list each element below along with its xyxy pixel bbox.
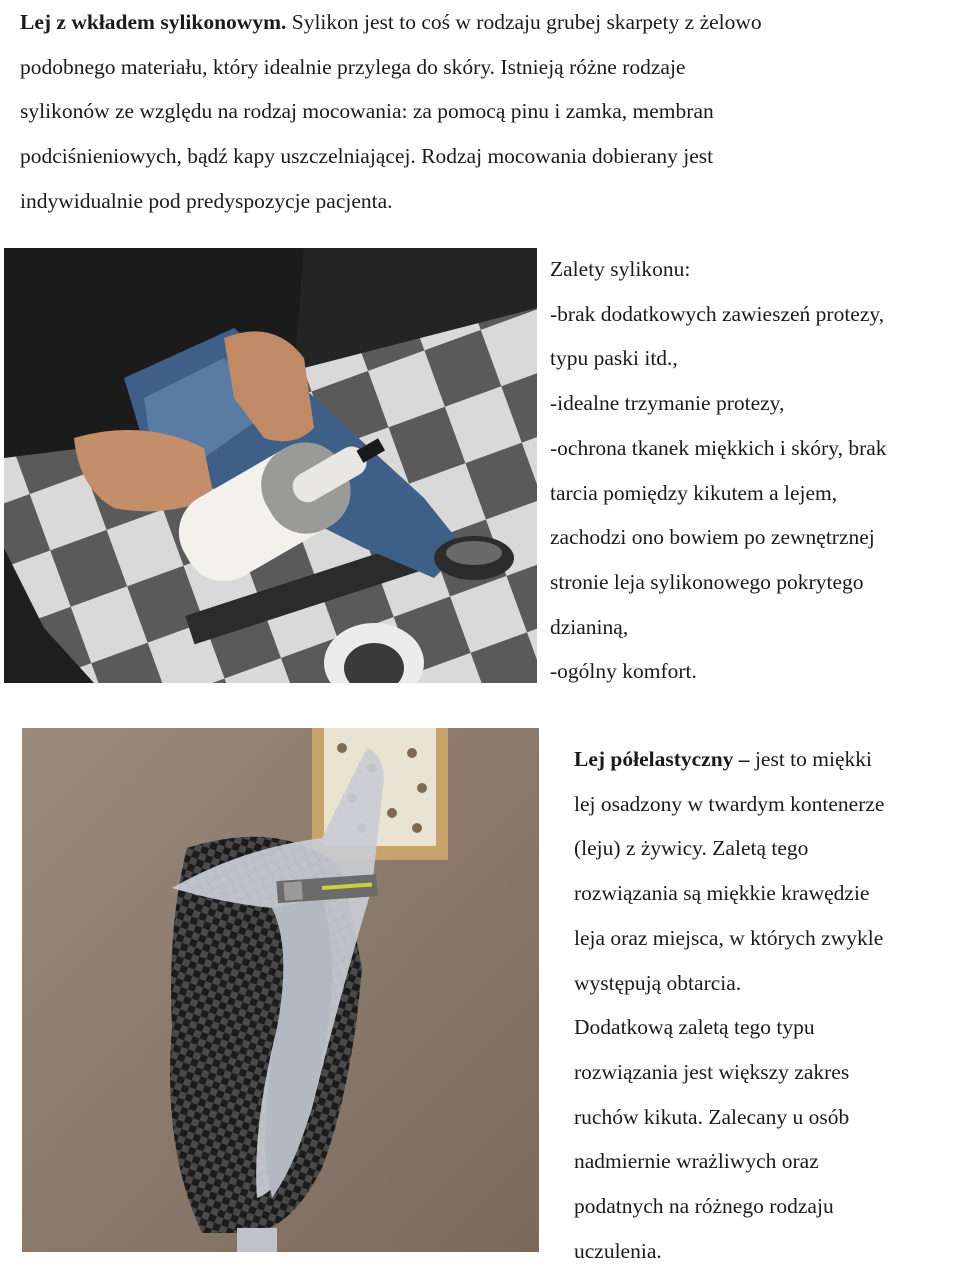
advantage-line: zachodzi ono bowiem po zewnętrznej [550,525,875,550]
advantage-line: typu paski itd., [550,346,678,371]
description-line: podatnych na różnego rodzaju [574,1194,834,1219]
description-line: rozwiązania jest większy zakres [574,1059,850,1084]
description-line: uczulenia. [574,1238,662,1263]
silicone-liner-illustration [4,248,537,683]
advantage-line: -ogólny komfort. [550,659,697,684]
semi-elastic-description [574,737,960,1273]
advantage-line: stronie leja sylikonowego pokrytego [550,569,864,594]
advantage-line: tarcia pomiędzy kikutem a lejem, [550,480,838,505]
advantage-line: -brak dodatkowych zawieszeń protezy, [550,301,885,326]
semi-elastic-line-1: Lej półelastyczny – jest to miękki [574,747,872,771]
silicone-advantages [550,247,960,694]
semi-elastic-socket-illustration [22,728,539,1252]
advantage-line: -ochrona tkanek miękkich i skóry, brak [550,435,887,460]
intro-paragraph [20,0,945,224]
intro-line-5: indywidualnie pod predyspozycje pacjenta. [20,188,393,213]
description-line: leja oraz miejsca, w których zwykle [574,925,884,950]
description-line: występują obtarcia. [574,970,742,995]
advantage-line: -idealne trzymanie protezy, [550,391,785,416]
semi-elastic-heading: Lej półelastyczny – [574,747,750,771]
description-line: ruchów kikuta. Zalecany u osób [574,1104,850,1129]
advantages-title: Zalety sylikonu: [550,257,691,281]
intro-line-1: Lej z wkładem sylikonowym. Sylikon jest to coś w rodzaju grubej skarpety z żelowo [20,10,762,34]
description-line: rozwiązania są miękkie krawędzie [574,881,870,906]
intro-heading: Lej z wkładem sylikonowym. [20,10,287,34]
description-line: lej osadzony w twardym kontenerze [574,791,885,816]
intro-line-4: podciśnieniowych, bądź kapy uszczelniającej. Rodzaj mocowania dobierany jest [20,144,714,169]
intro-line-3: sylikonów ze względu na rodzaj mocowania: za pomocą pinu i zamka, membran [20,99,714,124]
intro-line-2: podobnego materiału, który idealnie przylega do skóry. Istnieją różne rodzaje [20,54,686,79]
advantage-line: dzianiną, [550,614,629,639]
semi-elastic-socket-photo [22,728,539,1252]
description-line: nadmiernie wrażliwych oraz [574,1149,819,1174]
silicone-liner-photo [4,248,537,683]
description-line: Dodatkową zaletą tego typu [574,1015,815,1040]
description-line: (leju) z żywicy. Zaletą tego [574,836,809,861]
